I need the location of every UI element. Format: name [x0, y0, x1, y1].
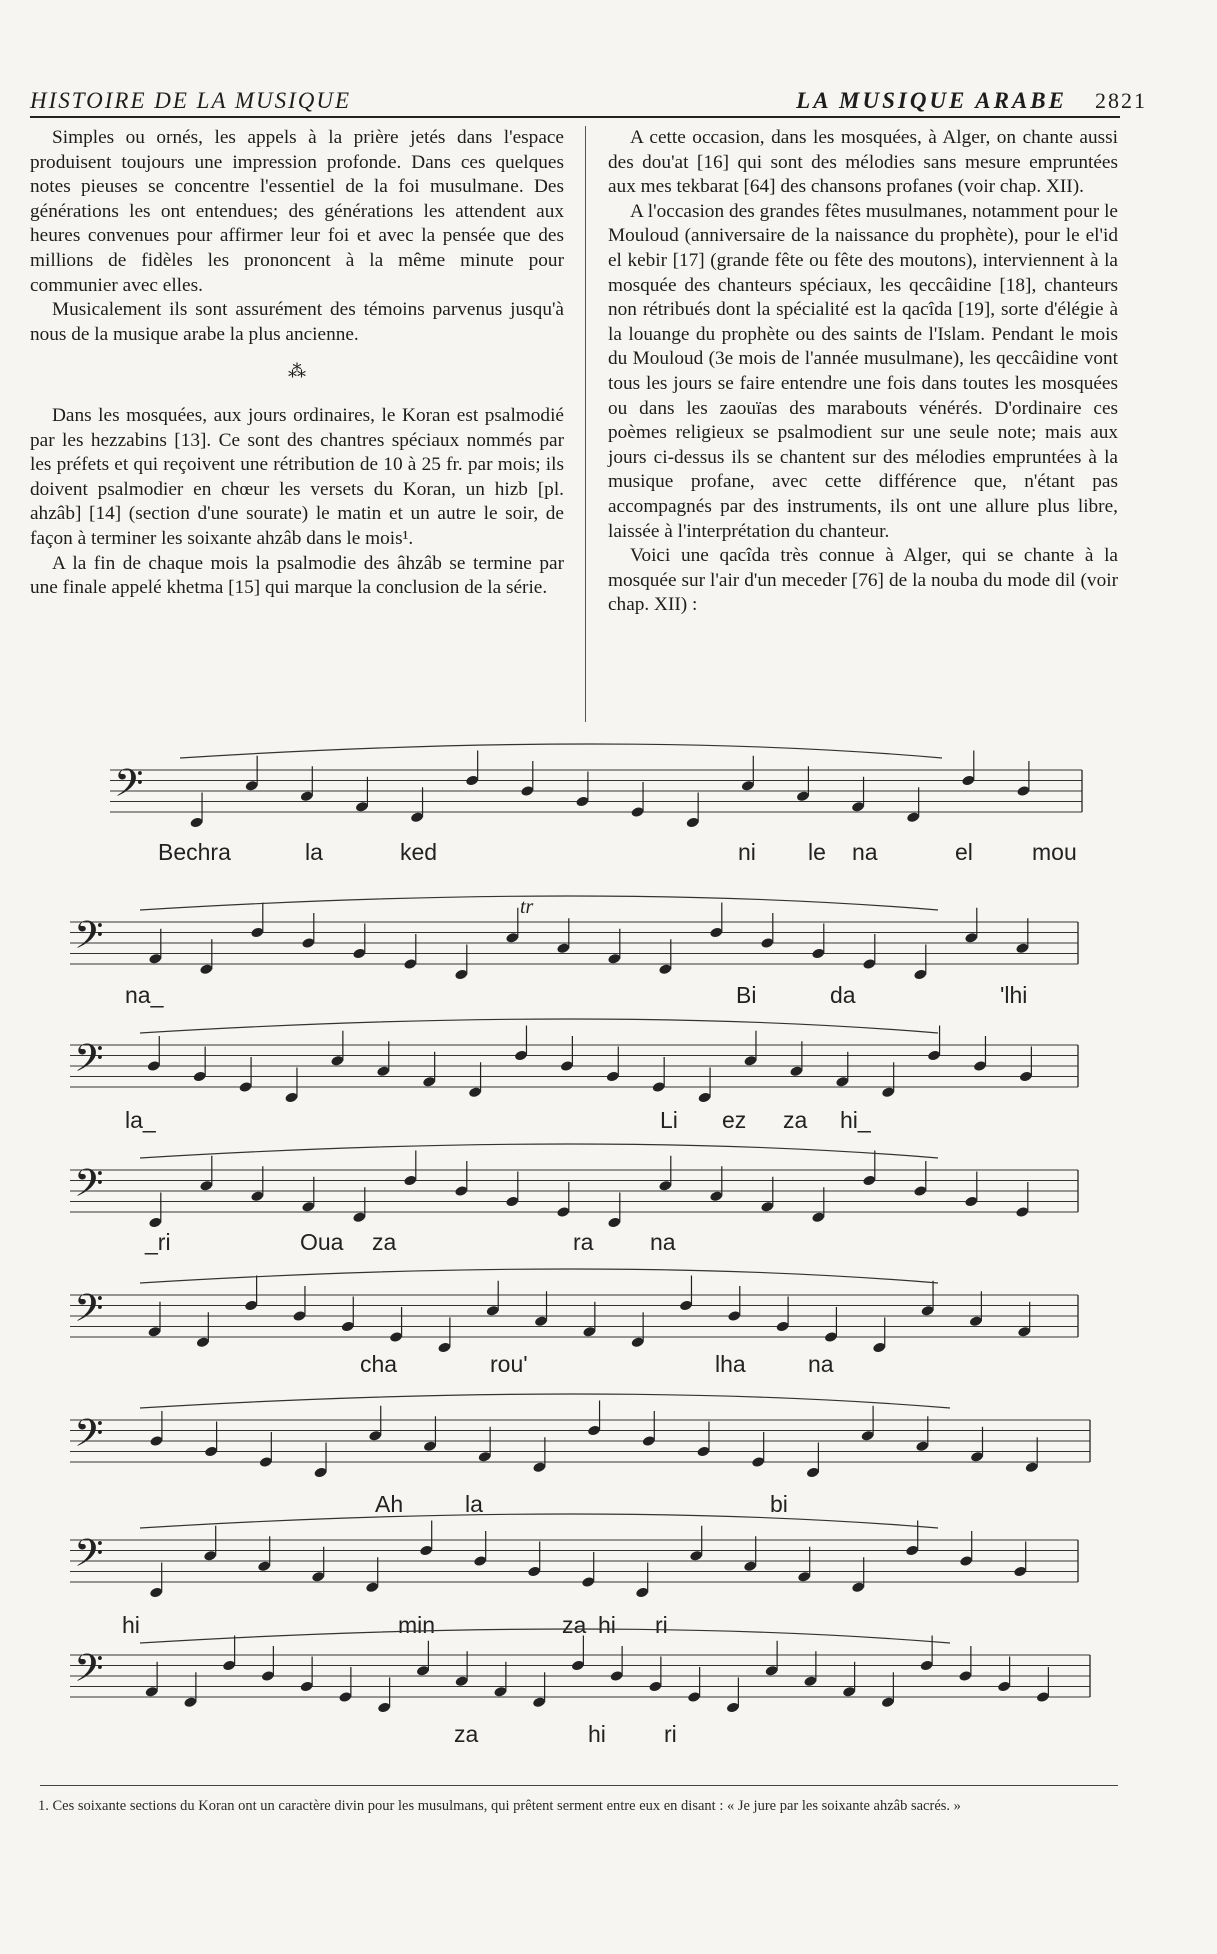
lyric-syllable: le [808, 839, 826, 865]
staff-system [110, 744, 1082, 865]
lyric-syllable: da [830, 982, 856, 1008]
lyric-syllable: Oua [300, 1229, 344, 1255]
bass-clef-icon: 𝄢 [74, 1410, 104, 1465]
bass-clef-icon: 𝄢 [74, 1530, 104, 1585]
lyric-syllable: cha [360, 1351, 398, 1377]
lyric-syllable: hi [598, 1612, 616, 1638]
slur [140, 1019, 938, 1033]
lyric-syllable: la_ [125, 1107, 156, 1133]
staff-system [70, 1514, 1078, 1638]
lyric-syllable: min [398, 1612, 436, 1638]
footnote: 1. Ces soixante sections du Koran ont un caractère divin pour les musulmans, qui prêtent serment entre eux en disant : « Je jure par les soixante ahzâb sacrés. » [38, 1798, 961, 1814]
slur [180, 744, 942, 758]
lyric-syllable: za [783, 1107, 808, 1133]
paragraph: Voici une qacîda très connue à Alger, qui se chante à la mosquée sur l'air d'un meceder [76] de la nouba du mode dil (voir chap. XII) : [608, 545, 1118, 616]
staff-system [70, 1394, 1090, 1517]
lyric-syllable: el [955, 839, 973, 865]
paragraph: A cette occasion, dans les mosquées, à Alger, on chante aussi des dou'at [16] qui sont des mélodies sans mesure empruntées aux mes tekbarat [64] des chansons profanes (voir chap. XII). [608, 127, 1118, 198]
lyric-syllable: Bi [736, 982, 757, 1008]
lyric-syllable: ez [722, 1107, 747, 1133]
lyric-syllable: rou' [490, 1351, 528, 1377]
paragraph: Musicalement ils sont assurément des témoins parvenus jusqu'à nous de la musique arabe la plus ancienne. [30, 299, 564, 345]
staff-system [70, 1269, 1078, 1377]
lyric-syllable: bi [770, 1491, 788, 1517]
page-number: 2821 [1095, 88, 1147, 113]
slur [140, 896, 938, 910]
lyric-syllable: ri [655, 1612, 668, 1638]
bass-clef-icon: 𝄢 [74, 1645, 104, 1700]
slur [140, 1629, 950, 1643]
slur [140, 1269, 938, 1283]
lyric-syllable: hi [122, 1612, 140, 1638]
lyric-syllable: za [562, 1612, 587, 1638]
bass-clef-icon: 𝄢 [74, 1035, 104, 1090]
lyric-syllable: na [852, 839, 878, 865]
footnote-rule [40, 1785, 1118, 1786]
bass-clef-icon: 𝄢 [74, 912, 104, 967]
slur [140, 1144, 938, 1158]
lyric-syllable: 'lhi [1000, 982, 1028, 1008]
section-separator: ⁂ [288, 361, 306, 382]
slur [140, 1514, 938, 1528]
header-left-title: HISTOIRE DE LA MUSIQUE [30, 88, 352, 113]
lyric-syllable: lha [715, 1351, 746, 1377]
lyric-syllable: la [465, 1491, 483, 1517]
lyric-syllable: ked [400, 839, 438, 865]
paragraph: A la fin de chaque mois la psalmodie des âhzâb se termine par une finale appelé khetma [15] qui marque la conclusion de la série. [30, 552, 564, 599]
lyric-syllable: ra [573, 1229, 594, 1255]
bass-clef-icon: 𝄢 [74, 1160, 104, 1215]
lyric-syllable: za [454, 1721, 479, 1747]
lyric-syllable: Li [660, 1107, 678, 1133]
lyric-syllable: Bechra [158, 839, 231, 865]
header-right-title: LA MUSIQUE ARABE [796, 88, 1067, 113]
lyric-syllable: na [650, 1229, 676, 1255]
staff-system [70, 1144, 1078, 1255]
lyric-syllable: za [372, 1229, 397, 1255]
lyric-syllable: la [305, 839, 323, 865]
slur [140, 1394, 950, 1408]
paragraph: A l'occasion des grandes fêtes musulmanes, notamment pour le Mouloud (anniversaire de la naissance du prophète), pour le el'id el kebir [17] (grande fête ou fête des moutons), interviennent à la mosquée des chanteurs spéciaux, les qeccâidine [18], chanteurs non rétribués dont la spécialité est la qacîda [19], sorte d'élégie à la louange du prophète ou des saints de l'Islam. Pendant le mois du Mouloud (3e mois de l'année musulmane), les qeccâidine vont tous les jours se faire entendre une fois dans toutes les mosquées ou dans les zaouïas des marabouts vénérés. D'ordinaire ces poèmes religieux se psalmodient sur une seule note; mais aux jours ci-dessus ils se chantent sur des mélodies empruntées à la musique profane, avec cette différence que, n'étant pas accompagnés par des instruments, ils ont une allure plus libre, laissée à l'interprétation du chanteur. [608, 200, 1118, 542]
bass-clef-icon: 𝄢 [114, 760, 144, 815]
lyric-syllable: _ri [145, 1229, 171, 1255]
lyric-syllable: hi_ [840, 1107, 871, 1133]
lyric-syllable: ri [664, 1721, 677, 1747]
lyric-syllable: na [808, 1351, 834, 1377]
lyric-syllable: Ah [375, 1491, 404, 1517]
staff-system [70, 1019, 1078, 1133]
lyric-syllable: na_ [125, 982, 164, 1008]
trill-ornament: tr [520, 896, 534, 918]
paragraph: Dans les mosquées, aux jours ordinaires, le Koran est psalmodié par les hezzabins [13]. Ce sont des chantres spéciaux nommés par les préfets et qui reçoivent une rétribution de 10 à 25 fr. par mois; ils doivent psalmodier en chœur les versets du Koran, un hizb [pl. ahzâb] [14] (section d'une sourate) le matin et un autre le soir, de façon à terminer les soixante ahzâb dans le mois¹. [30, 404, 564, 549]
lyric-syllable: hi [588, 1721, 606, 1747]
paragraph: Simples ou ornés, les appels à la prière jetés dans l'espace produisent toujours une impression profonde. Dans ces quelques notes pieuses se concentre l'essentiel de la foi musulmane. Des générations les ont entendues; des générations les attendent aux heures convenues pour affirmer leur foi et avec la pensée que des millions de fidèles les prononcent à la même minute pour communier avec elles. [30, 127, 564, 296]
staff-system [70, 896, 1078, 1008]
lyric-syllable: mou [1032, 839, 1077, 865]
bass-clef-icon: 𝄢 [74, 1285, 104, 1340]
staff-system [70, 1629, 1090, 1747]
lyric-syllable: ni [738, 839, 756, 865]
